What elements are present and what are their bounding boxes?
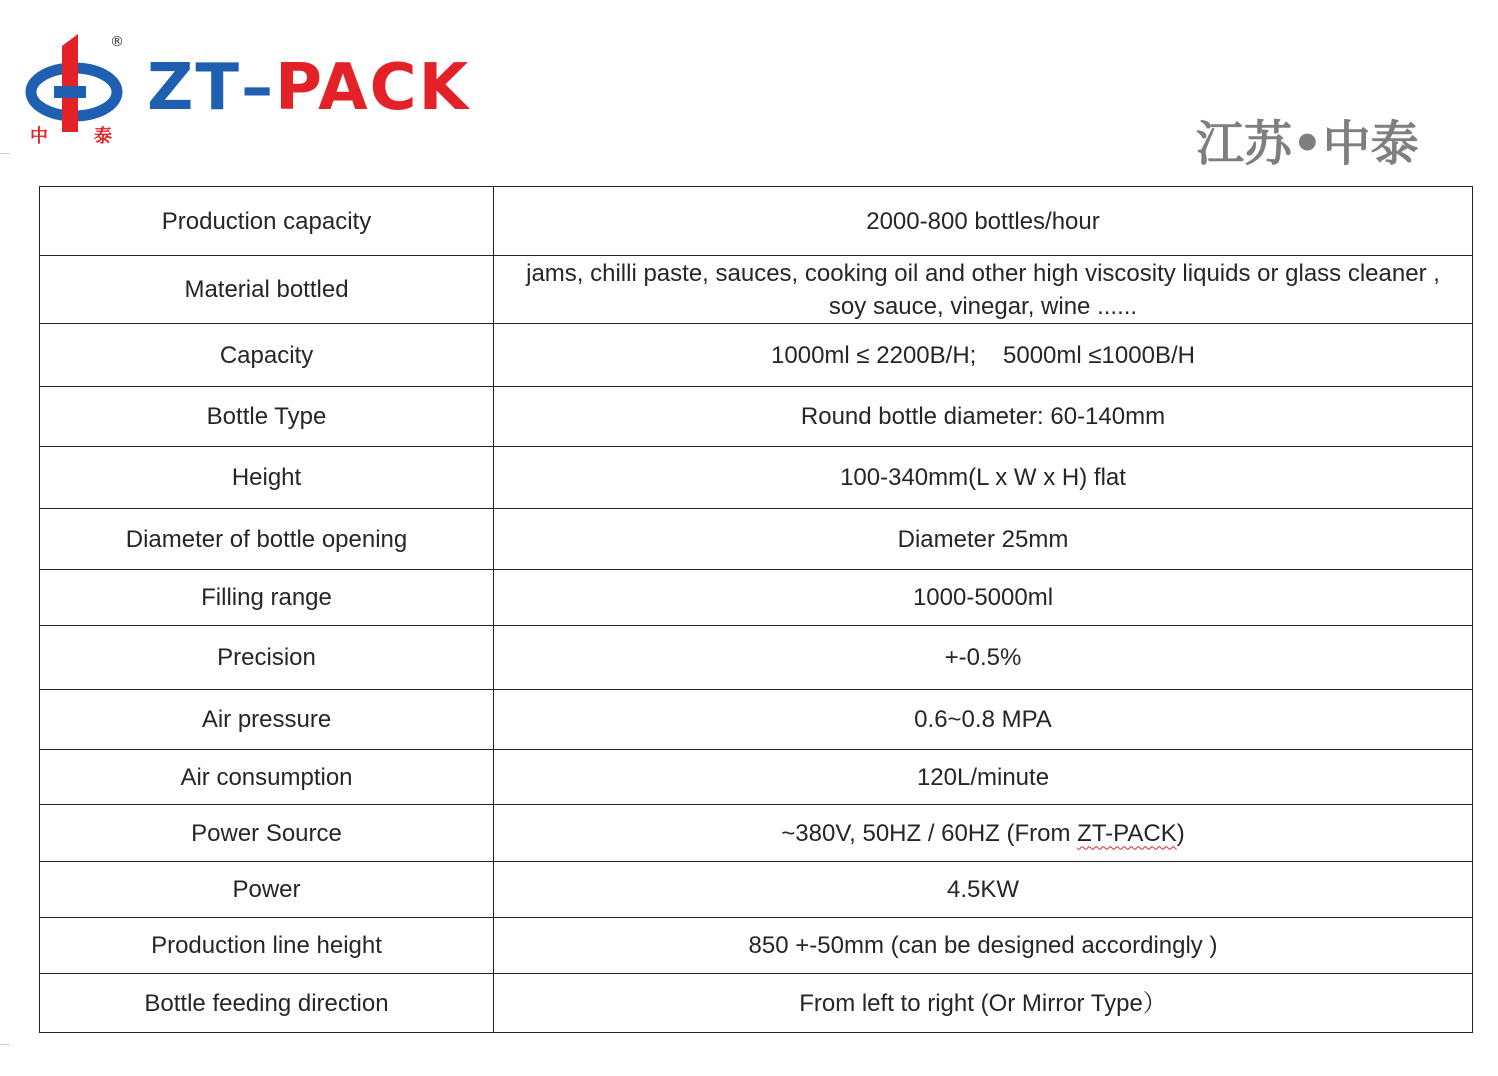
logo-chinese-char-1: 中	[30, 126, 48, 147]
spec-row	[40, 626, 1473, 690]
spec-label: Air consumption	[40, 750, 494, 805]
spec-label: Production capacity	[40, 187, 494, 256]
spec-value: jams, chilli paste, sauces, cooking oil and other high viscosity liquids or glass cleaner , soy sauce, vinegar, wine ......	[494, 256, 1473, 324]
spec-row	[40, 690, 1473, 750]
spec-value: 0.6~0.8 MPA	[494, 690, 1473, 750]
spec-label: Material bottled	[40, 256, 494, 324]
brand-dash: –	[241, 51, 276, 125]
spec-value: 1000-5000ml	[494, 570, 1473, 626]
spec-value: From left to right (Or Mirror Type）	[494, 974, 1473, 1033]
spec-label: Precision	[40, 626, 494, 690]
spec-value-prefix: ~380V, 50HZ / 60HZ (From	[781, 819, 1078, 847]
spec-label: Power Source	[40, 805, 494, 862]
spec-value: 2000-800 bottles/hour	[494, 187, 1473, 256]
registered-mark: ®	[110, 34, 124, 50]
spec-value: Round bottle diameter: 60-140mm	[494, 387, 1473, 447]
spec-label: Height	[40, 447, 494, 509]
page-header	[0, 0, 1498, 185]
spec-value: +-0.5%	[494, 626, 1473, 690]
spec-label: Filling range	[40, 570, 494, 626]
spec-label: Bottle feeding direction	[40, 974, 494, 1033]
spec-value-suffix: )	[1176, 819, 1185, 847]
spec-row	[40, 187, 1473, 256]
spec-row	[40, 324, 1473, 387]
spec-value: 100-340mm(L x W x H) flat	[494, 447, 1473, 509]
brand-zt: ZT	[147, 51, 242, 125]
spec-row	[40, 387, 1473, 447]
spellcheck-marked-word: ZT-PACK	[1077, 819, 1177, 847]
specifications-table	[39, 186, 1473, 1033]
spec-row	[40, 862, 1473, 918]
logo-chinese-char-2: 泰	[94, 126, 112, 147]
spec-value: Diameter 25mm	[494, 509, 1473, 570]
spec-row	[40, 447, 1473, 509]
spec-value: 850 +-50mm (can be designed accordingly )	[494, 918, 1473, 974]
company-chinese-name: 江苏•中泰	[1196, 116, 1419, 172]
zt-pack-logo-mark	[24, 30, 128, 148]
spec-value: 120L/minute	[494, 750, 1473, 805]
spec-label: Bottle Type	[40, 387, 494, 447]
spec-row	[40, 509, 1473, 570]
spec-row	[40, 805, 1473, 862]
spec-value: 4.5KW	[494, 862, 1473, 918]
spec-row	[40, 974, 1473, 1033]
spec-label: Capacity	[40, 324, 494, 387]
spec-label: Production line height	[40, 918, 494, 974]
spec-row	[40, 750, 1473, 805]
margin-mark-bottom	[0, 1044, 10, 1045]
spec-value	[494, 805, 1473, 862]
spec-row	[40, 918, 1473, 974]
spec-label: Diameter of bottle opening	[40, 509, 494, 570]
spec-value: 1000ml ≤ 2200B/H; 5000ml ≤1000B/H	[494, 324, 1473, 387]
spec-row	[40, 256, 1473, 324]
spec-label: Air pressure	[40, 690, 494, 750]
margin-mark-top	[0, 153, 10, 154]
spec-row	[40, 570, 1473, 626]
spec-label: Power	[40, 862, 494, 918]
brand-wordmark	[147, 52, 470, 124]
brand-pack: PACK	[275, 51, 471, 125]
